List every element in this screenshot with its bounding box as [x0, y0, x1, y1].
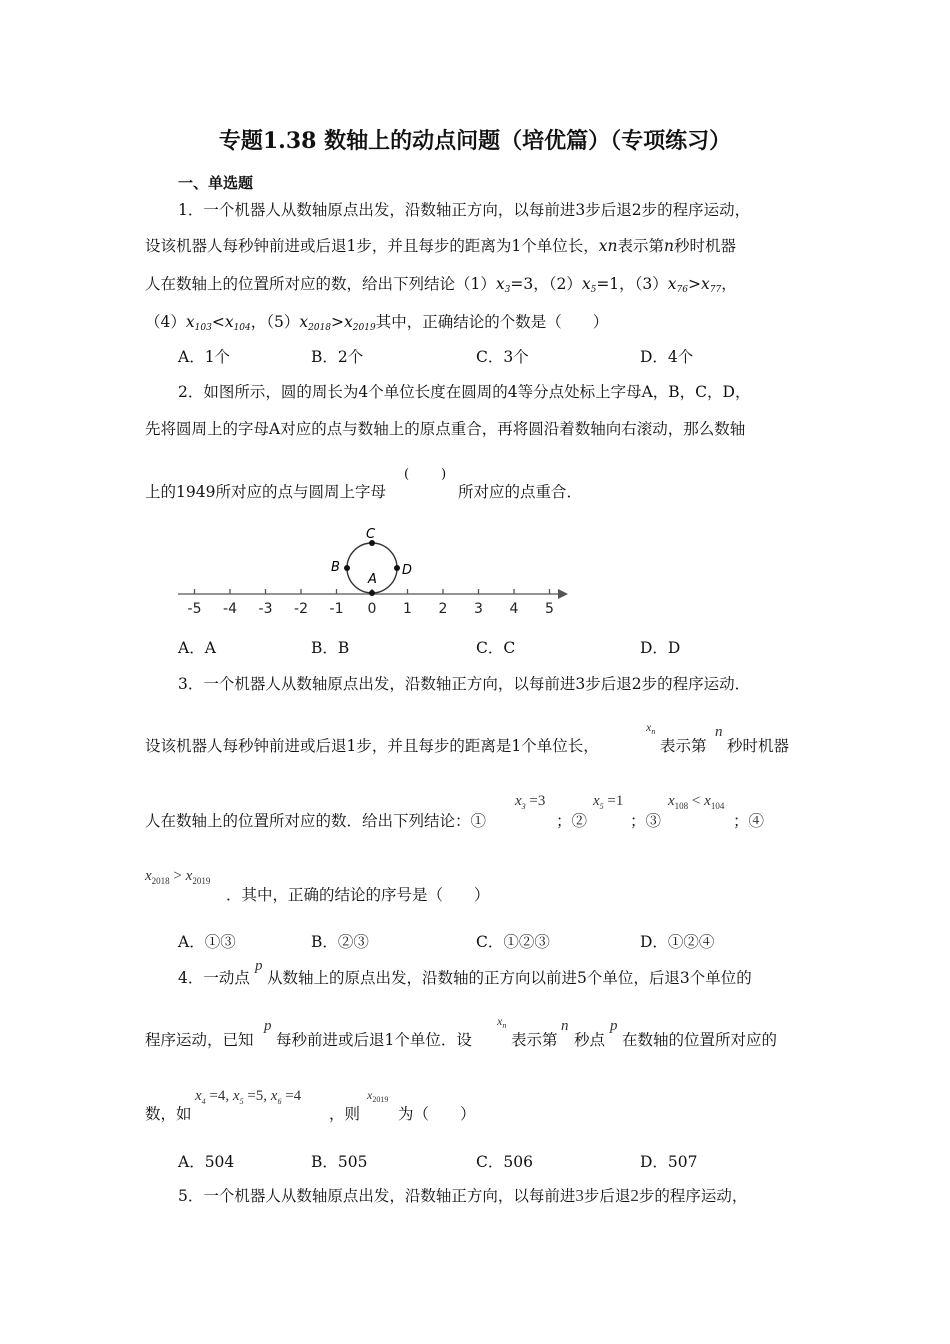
q1-line-3: 人在数轴上的位置所对应的数，给出下列结论$(1)x_3=3$，$(2)x_5=1$，$(3)x_{76}>x_{77}$， — [145, 275, 737, 295]
q2-option-c: C．C — [476, 639, 516, 657]
q4-p-symbol-2: p — [264, 1018, 272, 1034]
q2-line-3b: 所对应的点重合． — [458, 483, 583, 501]
tick-label: -2 — [294, 601, 308, 617]
section-heading: 一、单选题 — [178, 174, 254, 192]
circle-point-b — [344, 565, 350, 571]
circle-point-d — [394, 565, 400, 571]
circle-point-a — [369, 590, 375, 596]
q3-statement-1: $x_3 =3$ — [515, 793, 546, 811]
q3-line-2a: 设该机器人每秒钟前进或后退1步，并且每步的距离是1个单位长， — [145, 737, 599, 755]
tick-label: -5 — [187, 601, 202, 617]
q4-p-symbol-3: p — [610, 1018, 618, 1034]
q3-line-2c: 秒时机器 — [727, 737, 790, 755]
label-a: A — [368, 572, 377, 587]
tick-label: 1 — [403, 601, 412, 617]
tick-label: 5 — [545, 601, 554, 617]
q3-option-d: D．①②④ — [640, 933, 715, 951]
number-line-figure — [170, 522, 580, 622]
q4-line-2b: 每秒前进或后退1个单位．设 — [276, 1031, 472, 1049]
q4-option-b: B．505 — [311, 1153, 368, 1171]
q5-line-1: 5．一个机器人从数轴原点出发，沿数轴正方向，以每前进3步后退2步的程序运动， — [178, 1186, 748, 1205]
q3-line-4: ．其中，正确的结论的序号是（ ） — [226, 886, 490, 904]
q3-sep-1: ；② — [556, 812, 588, 830]
q4-line-3b: ，则 — [329, 1105, 361, 1123]
q4-line-3a: 数，如 — [145, 1105, 192, 1123]
q4-xn-symbol: $x_n$ — [497, 1014, 507, 1030]
tick-label: 2 — [438, 601, 448, 617]
q3-xn-symbol: $x_n$ — [646, 720, 656, 736]
q3-line-3a: 人在数轴上的位置所对应的数．给出下列结论：① — [145, 812, 487, 830]
q3-line-2b: 表示第 — [660, 737, 707, 755]
tick-label: -3 — [258, 601, 273, 617]
q2-option-b: B．B — [311, 639, 350, 657]
q1-option-a: A．1个 — [178, 348, 231, 366]
q3-line-1: 3．一个机器人从数轴原点出发，沿数轴正方向，以每前进3步后退2步的程序运动． — [178, 675, 751, 693]
tick-label: -1 — [329, 601, 344, 617]
q1-line-2: 设该机器人每秒钟前进或后退1步，并且每步的距离为1个单位长，xn表示第n秒时机器 — [145, 237, 736, 255]
q1-line-1: 1．一个机器人从数轴原点出发，沿数轴正方向，以每前进3步后退2步的程序运动， — [178, 201, 751, 219]
q3-statement-3: $x_{108} < x_{104}$ — [668, 793, 725, 811]
q4-option-a: A．504 — [178, 1153, 235, 1171]
tick-label: 3 — [474, 601, 483, 617]
q4-n-symbol: n — [561, 1018, 569, 1034]
q3-sep-3: ；④ — [733, 812, 765, 830]
q4-example-values: $x_4 =4$, $x_5 =5$, $x_6 =4$ — [195, 1088, 302, 1106]
tick-label: 0 — [367, 601, 377, 617]
q4-p-symbol-1: p — [255, 958, 263, 974]
q4-line-2e: 在数轴的位置所对应的 — [622, 1031, 778, 1049]
q2-line-1: 2．如图所示，圆的周长为4个单位长度在圆周的4等分点处标上字母A，B，C，D， — [178, 383, 751, 401]
q3-statement-4: $x_{2018} > x_{2019}$ — [145, 868, 211, 886]
q3-sep-2: ；③ — [630, 812, 662, 830]
q3-n-symbol: n — [715, 724, 723, 740]
q1-option-b: B．2个 — [311, 348, 364, 366]
q1-option-d: D．4个 — [640, 348, 694, 366]
q4-line-2d: 秒点 — [574, 1031, 606, 1049]
q2-line-2: 先将圆周上的字母A对应的点与数轴上的原点重合，再将圆沿着数轴向右滚动，那么数轴 — [145, 420, 746, 438]
q1-option-c: C．3个 — [476, 348, 529, 366]
q4-option-c: C．506 — [476, 1153, 533, 1171]
page-title: 专题1.38 数轴上的动点问题（培优篇）（专项练习） — [218, 128, 732, 154]
q4-line-2c: 表示第 — [511, 1031, 558, 1049]
q2-option-a: A．A — [178, 639, 216, 657]
q3-option-b: B．②③ — [311, 933, 369, 951]
number-line-arrow-icon — [558, 589, 568, 599]
tick-label: -4 — [223, 601, 237, 617]
q4-line-1b: 从数轴上的原点出发，沿数轴的正方向以前进5个单位，后退3个单位的 — [267, 969, 752, 987]
q1-line-4: $(4)x_{103}<x_{104}$，$(5)x_{2018}>x_{2019}$其中，正确结论的个数是（ ） — [145, 313, 609, 333]
q4-target-symbol: $x_{2019}$ — [367, 1088, 389, 1104]
label-c: C — [366, 527, 376, 542]
q4-option-d: D．507 — [640, 1153, 698, 1171]
q2-answer-paren: ( ) — [404, 467, 449, 482]
q2-option-d: D．D — [640, 639, 681, 657]
q4-line-1a: 4．一动点 — [178, 969, 250, 987]
q2-line-3a: 上的1949所对应的点与圆周上字母 — [145, 483, 386, 501]
tick-label: 4 — [509, 601, 519, 617]
q3-option-c: C．①②③ — [476, 933, 550, 951]
label-b: B — [331, 560, 340, 575]
q4-line-3c: 为（ ） — [398, 1105, 476, 1123]
label-d: D — [402, 563, 413, 578]
q3-statement-2: $x_5 =1$ — [593, 793, 624, 811]
q3-option-a: A．①③ — [178, 933, 236, 951]
q4-line-2a: 程序运动，已知 — [145, 1031, 254, 1049]
